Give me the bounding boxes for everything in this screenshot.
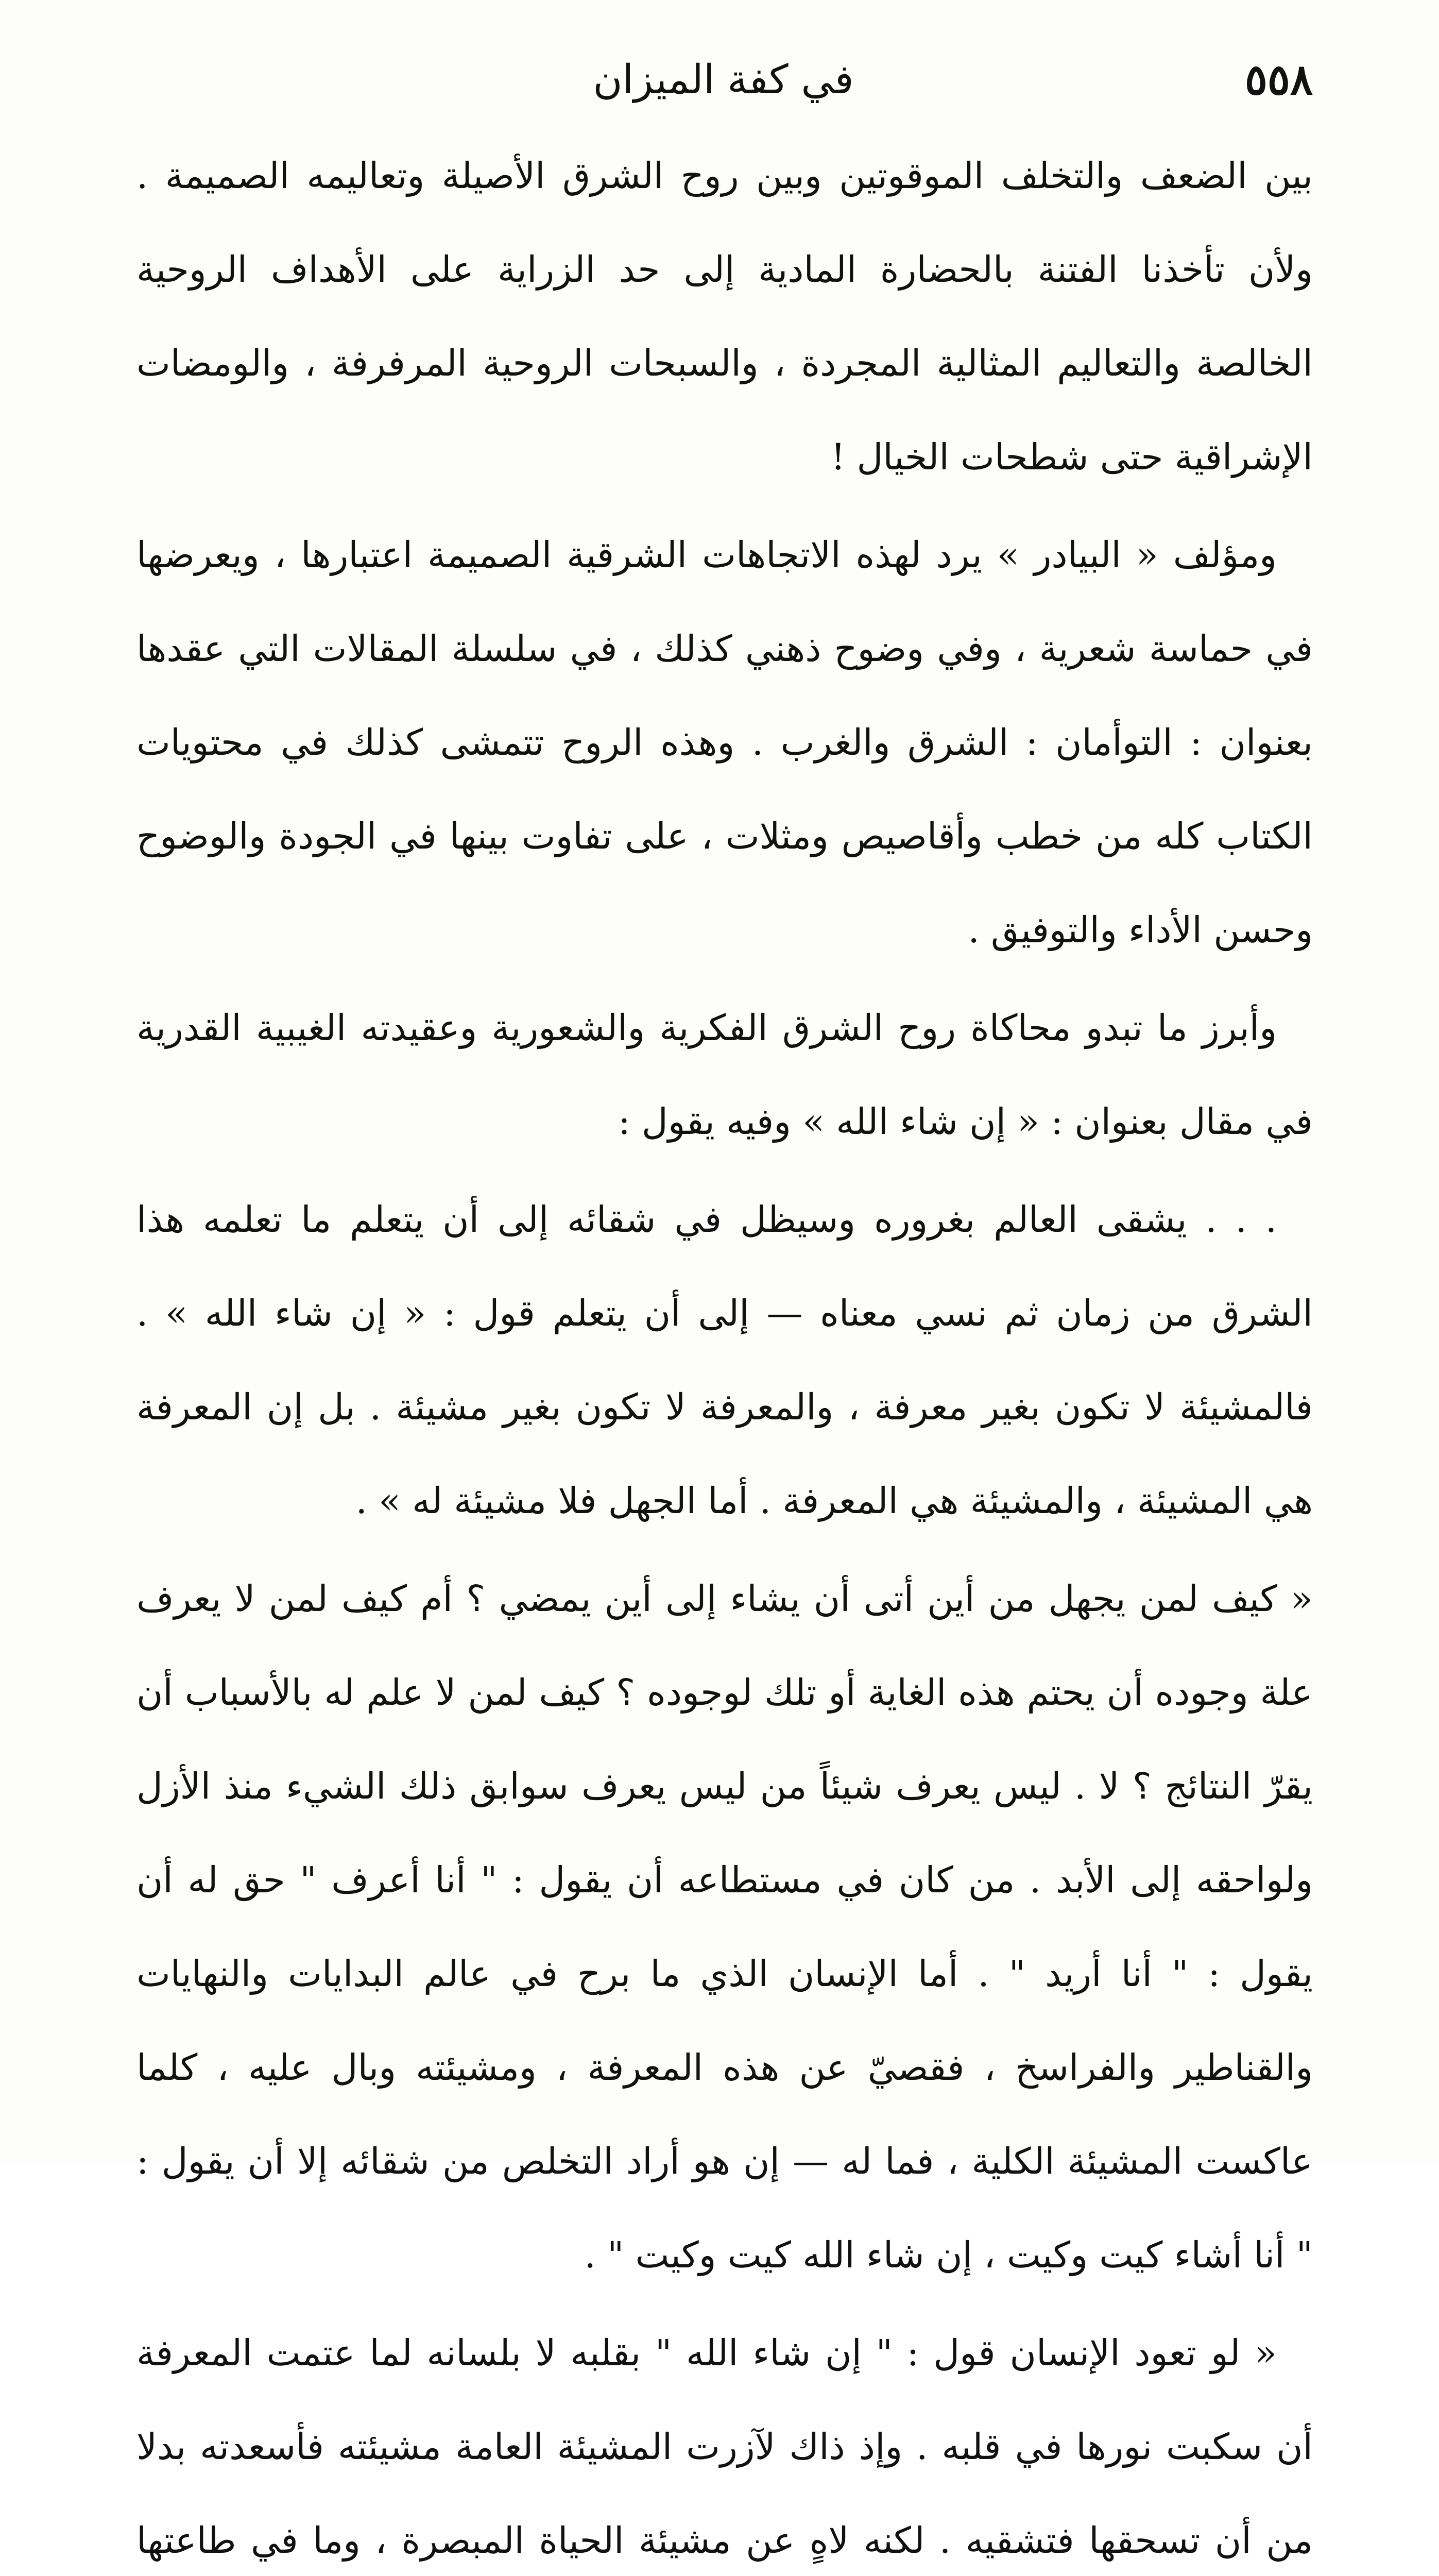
quoted-paragraph: . . . يشقى العالم بغروره وسيظل في شقائه إلى أن يتعلم ما تعلمه هذا الشرق من زمان ثم نسي معناه — إلى أن يتعلم قول : « إن شاء الله » . فالمشيئة لا تكون بغير معرفة ، والمعرفة لا تكون بغير مشيئة . بل إن المعرفة هي المشيئة ، والمشيئة هي المعرفة . أما الجهل فلا مشيئة له » . (136, 1198, 1313, 1522)
page-header (134, 49, 1313, 111)
quoted-paragraph: « كيف لمن يجهل من أين أتى أن يشاء إلى أين يمضي ؟ أم كيف لمن لا يعرف علة وجوده أن يحتم هذه الغاية أو تلك لوجوده ؟ كيف لمن لا علم له بالأسباب أن يقرّ النتائج ؟ لا . ليس يعرف شيئاً من ليس يعرف سوابق ذلك الشيء منذ الأزل ولواحقه إلى الأبد . من كان في مستطاعه أن يقول : " أنا أعرف " حق له أن يقول : " أنا أريد " . أما الإنسان الذي ما برح في عالم البدايات والنهايات والقناطير والفراسخ ، فقصيّ عن هذه المعرفة ، ومشيئته وبال عليه ، كلما عاكست المشيئة الكلية ، فما له — إن هو أراد التخلص من شقائه إلا أن يقول : " أنا أشاء كيت وكيت ، إن شاء الله كيت وكيت " . (136, 1578, 1313, 2276)
body-text (136, 129, 1313, 2576)
page-number: ٥٥٨ (1244, 55, 1313, 105)
paragraph: بين الضعف والتخلف الموقوتين وبين روح الشرق الأصيلة وتعاليمه الصميمة . ولأن تأخذنا الفتنة بالحضارة المادية إلى حد الزراية على الأهداف الروحية الخالصة والتعاليم المثالية المجردة ، والسبحات الروحية المرفرفة ، والومضات الإشراقية حتى شطحات الخيال ! (136, 155, 1313, 478)
paragraph: ومؤلف « البيادر » يرد لهذه الاتجاهات الشرقية الصميمة اعتبارها ، ويعرضها في حماسة شعرية ، وفي وضوح ذهني كذلك ، في سلسلة المقالات التي عقدها بعنوان : التوأمان : الشرق والغرب . وهذه الروح تتمشى كذلك في محتويات الكتاب كله من خطب وأقاصيص ومثلات ، على تفاوت بينها في الجودة والوضوح وحسن الأداء والتوفيق . (136, 534, 1313, 951)
paragraph: وأبرز ما تبدو محاكاة روح الشرق الفكرية والشعورية وعقيدته الغيبية القدرية في مقال بعنوان : « إن شاء الله » وفيه يقول : (136, 1007, 1313, 1143)
running-title: في كفة الميزان (593, 57, 854, 103)
quoted-paragraph: « لو تعود الإنسان قول : " إن شاء الله " بقلبه لا بلسانه لما عتمت المعرفة أن سكبت نورها في قلبه . وإذ ذاك لآزرت المشيئة العامة مشيئته فأسعدته بدلا من أن تسحقها فتشقيه . لكنه لاهٍ عن مشيئة الحياة المبصرة ، وما في طاعتها (136, 2332, 1313, 2562)
